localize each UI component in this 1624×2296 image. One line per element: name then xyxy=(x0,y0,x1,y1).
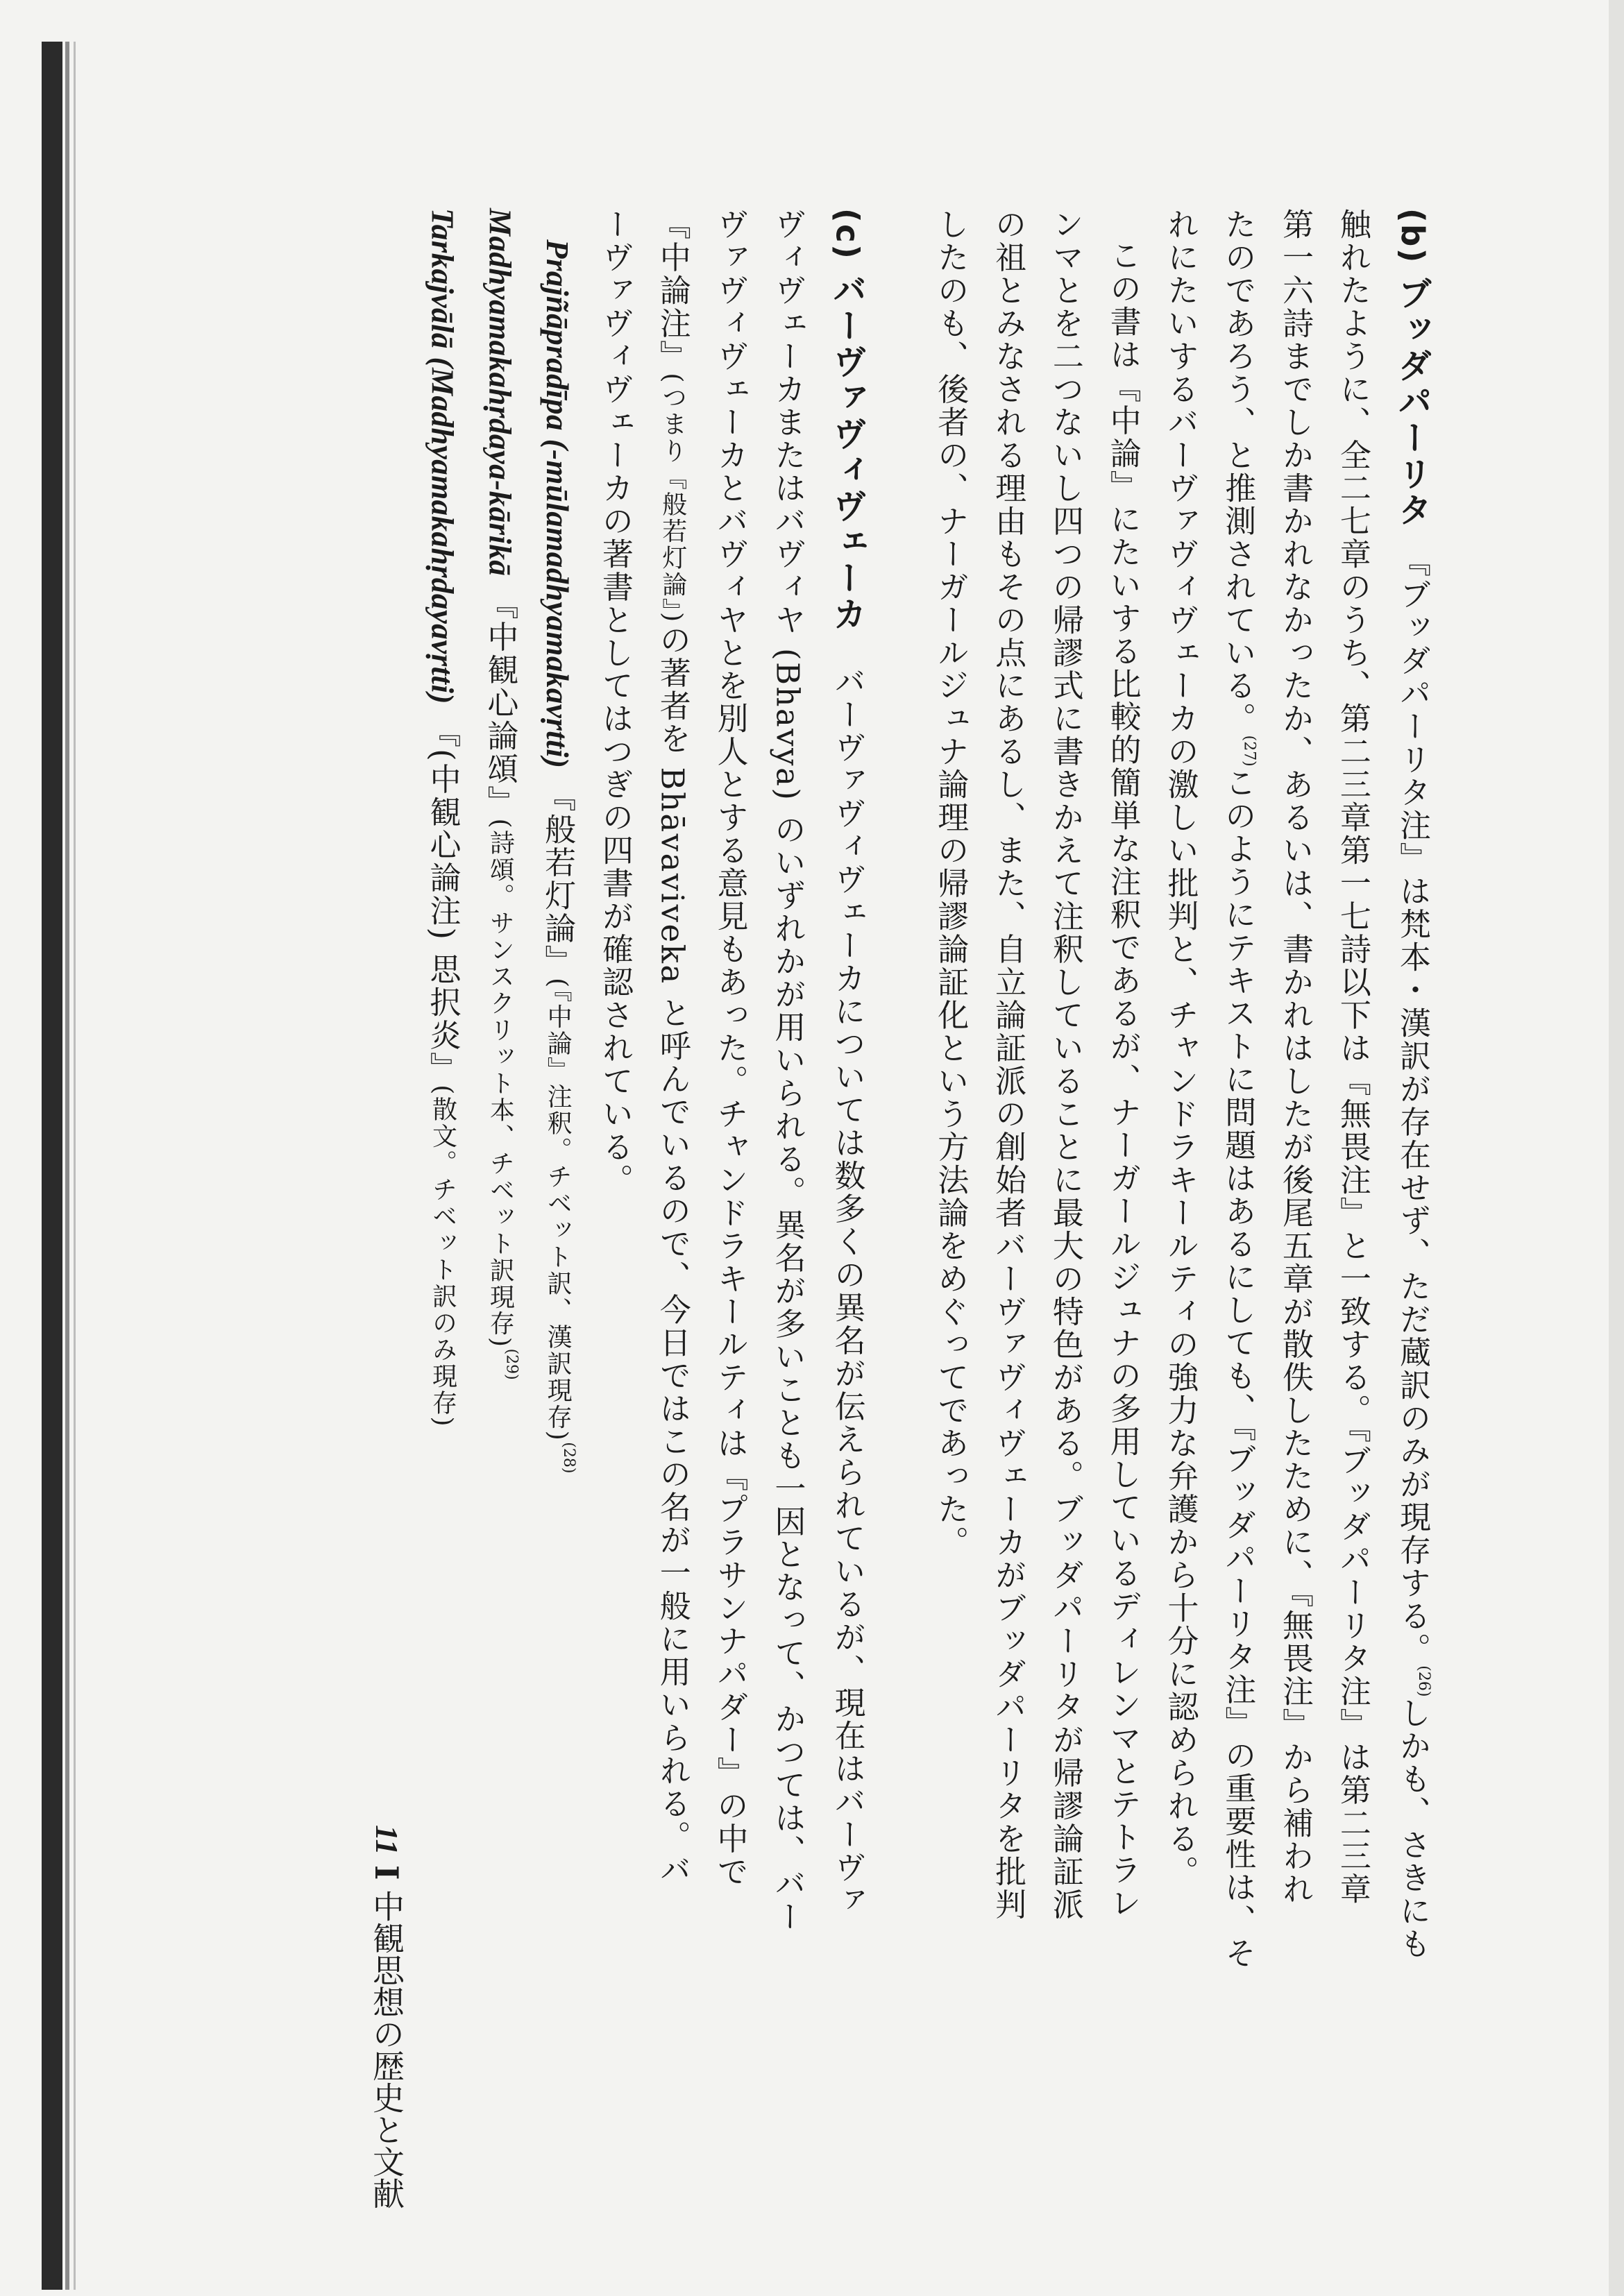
section-c-line-2: ヴィヴェーカまたはバヴィヤ (Bhavya) のいずれかが用いられる。異名が多いことも一因となって、かつては、バー xyxy=(769,208,806,1934)
section-c-mark: (c) xyxy=(829,208,866,261)
section-b-line-1: (b) ブッダパーリタ 『ブッダパーリタ注』は梵本・漢訳が存在せず、ただ蔵訳のみが現存する。$^{(26)}$しかも、さきにも xyxy=(1393,208,1432,1961)
section-c-line-5: ーヴァヴィヴェーカの著書としてはつぎの四書が確認されている。 xyxy=(596,208,634,1197)
section-c-heading: バーヴァヴィヴェーカ xyxy=(827,272,868,633)
work-title-2: Madhyamakahṛdaya-kārikā xyxy=(482,208,518,577)
footnote-ref-29: (29) xyxy=(502,1348,521,1380)
book-spine-line xyxy=(65,42,69,2290)
work-entry-2: Madhyamakahṛdaya-kārikā 『中観心論頌』(詩頌。サンスクリット本、チベット訳現存)$^{(29)}$ xyxy=(482,208,521,1380)
footnote-ref-26: (26) xyxy=(1415,1665,1432,1697)
section-b-mark: (b) xyxy=(1394,208,1431,264)
section-b-line-6: この書は『中論』にたいする比較的簡単な注釈であるが、ナーガールジュナの多用しているディレンマとテトラレ xyxy=(1104,239,1142,1920)
chapter-title: 中観思想の歴史と文献 xyxy=(368,1890,405,2210)
page-edge xyxy=(1609,0,1624,2296)
section-b-line-8: の祖とみなされる理由もその点にあるし、また、自立論証派の創始者バーヴァヴィヴェーカがブッダパーリタを批判 xyxy=(990,208,1027,1921)
section-c-line-4: 『中論注』(つまり『般若灯論』)の著者を Bhāvaviveka と呼んでいるので、今日ではこの名が一般に用いられる。バ xyxy=(654,208,691,1887)
section-c-line-3: ヴァヴィヴェーカとバヴィヤとを別人とする意見もあった。チャンドラキールティは『プラサンナパダー』の中で xyxy=(711,208,749,1889)
section-b-line-2: 触れたように、全二七章のうち、第二三章第一七詩以下は『無畏注』と一致する。『ブッダパーリタ注』は第二三章 xyxy=(1334,208,1371,1906)
section-b-line-3: 第一六詩までしか書かれなかったか、あるいは、書かれはしたが後尾五章が散佚したために、『無畏注』から補われ xyxy=(1277,208,1314,1906)
section-b-heading: ブッダパーリタ xyxy=(1393,275,1432,529)
section-b-line-9: したのも、後者の、ナーガールジュナ論理の帰謬論証化という方法論をめぐってであった。 xyxy=(932,208,970,1559)
section-b-line-4: たのであろう、と推測されている。$^{(27)}$このようにテキストに問題はあるにしても、『ブッダパーリタ注』の重要性は、そ xyxy=(1219,208,1258,1970)
page-number: 11 xyxy=(369,1825,405,1855)
book-spine-shadow xyxy=(42,42,62,2290)
chapter-number: I xyxy=(368,1865,405,1880)
work-title-3: Tarkajvālā (Madhyamakahṛdayavṛtti) xyxy=(425,208,460,704)
footnote-ref-27: (27) xyxy=(1240,735,1258,767)
work-entry-3: Tarkajvālā (Madhyamakahṛdayavṛtti) 『(中観心論注) 思択炎』(散文。チベット訳のみ現存) xyxy=(424,208,462,1429)
section-b-line-5: れにたいするバーヴァヴィヴェーカの激しい批判と、チャンドラキールティの強力な弁護から十分に認められる。 xyxy=(1162,208,1199,1889)
work-entry-1: Prajñāpradīpa (-mūlamadhyamakavṛtti) 『般若灯論』(『中論』注釈。チベット訳、漢訳現存)$^{(28)}$ xyxy=(539,239,578,1474)
section-gap xyxy=(878,208,921,1728)
section-c-line-1: (c) バーヴァヴィヴェーカ バーヴァヴィヴェーカについては数多くの異名が伝えられているが、現在はバーヴァ xyxy=(827,208,868,1917)
page-footer xyxy=(326,1825,409,2210)
book-spine-line-thin xyxy=(74,42,76,2290)
section-c-paren: (つまり『般若灯論』) xyxy=(658,373,687,624)
section-b-line-7: ンマとを二つないし四つの帰謬式に書きかえて注釈していることに最大の特色がある。ブッダパーリタが帰謬論証派 xyxy=(1047,208,1084,1921)
footnote-ref-28: (28) xyxy=(560,1442,578,1474)
work-title-1: Prajñāpradīpa (-mūlamadhyamakavṛtti) xyxy=(540,239,575,769)
